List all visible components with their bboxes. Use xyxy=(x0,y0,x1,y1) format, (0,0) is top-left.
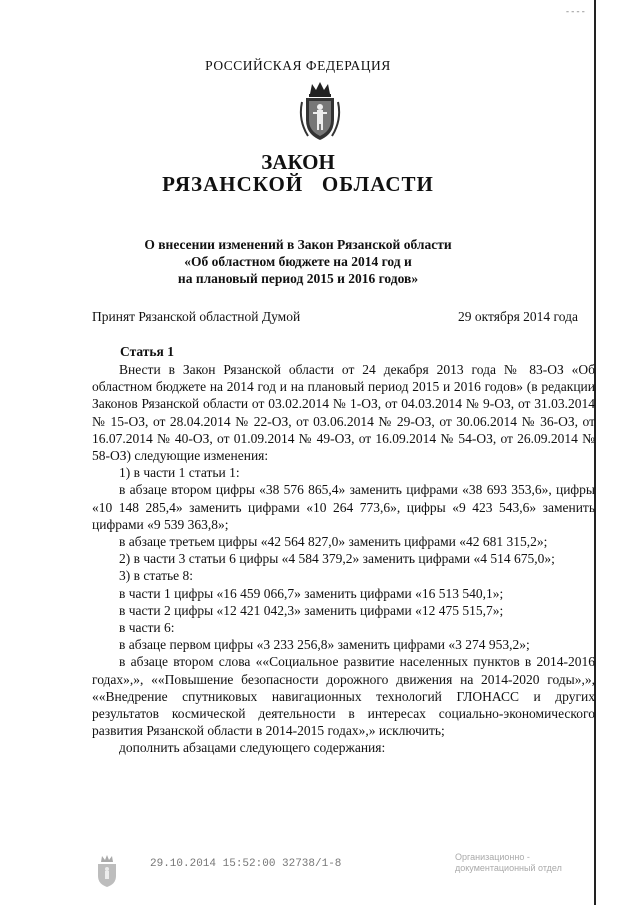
article-heading: Статья 1 xyxy=(120,344,174,359)
article-paragraph: в абзаце втором слова ««Социальное развитие населенных пунктов в 2014-2016 годах»,», ««Повышение безопасности дорожного движения на 2014-2020 годы»,», ««Внедрение спутниковых навигационных технологий ГЛОНАСС и других результатов космической деятельности в интересах социально-экономического развития Рязанской области в 2014-2015 годах»,» исключить; xyxy=(92,654,595,739)
article-paragraph: 2) в части 3 статьи 6 цифры «4 584 379,2» заменить цифрами «4 514 675,0»; xyxy=(119,551,555,567)
article-paragraph: дополнить абзацами следующего содержания: xyxy=(119,740,386,756)
coat-of-arms-stamp-icon xyxy=(93,854,121,888)
law-subtitle-line-2: «Об областном бюджете на 2014 год и xyxy=(184,254,412,269)
ryazan-coat-of-arms-icon xyxy=(296,80,344,142)
registration-footer xyxy=(0,850,640,900)
adoption-date: 29 октября 2014 года xyxy=(458,309,578,324)
article-paragraph: 1) в части 1 статьи 1: xyxy=(119,465,240,481)
article-paragraph: 3) в статье 8: xyxy=(119,568,193,584)
article-paragraph: в абзаце первом цифры «3 233 256,8» заменить цифрами «3 274 953,2»; xyxy=(119,637,530,653)
law-subtitle-line-1: О внесении изменений в Закон Рязанской области xyxy=(144,237,452,252)
corner-mark: - - - - xyxy=(566,6,585,16)
adoption-line xyxy=(92,309,578,327)
adopted-by: Принят Рязанской областной Думой xyxy=(92,309,301,324)
article-paragraph: в части 1 цифры «16 459 066,7» заменить цифрами «16 513 540,1»; xyxy=(119,585,504,601)
article-paragraph: в абзаце втором цифры «38 576 865,4» заменить цифрами «38 693 353,6», цифры «10 148 285,4» заменить цифрами «10 264 773,6», цифры «9 423 543,6» заменить цифрами «9 539 363,8»; xyxy=(92,482,595,532)
federation-header: РОССИЙСКАЯ ФЕДЕРАЦИЯ xyxy=(205,58,391,73)
law-region-title: РЯЗАНСКОЙ ОБЛАСТИ xyxy=(162,172,434,196)
registration-number: 32738/1-8 xyxy=(282,858,342,870)
registering-department xyxy=(455,852,562,874)
article-paragraph: в части 2 цифры «12 421 042,3» заменить цифрами «12 475 515,7»; xyxy=(119,602,504,618)
article-paragraph: в части 6: xyxy=(119,620,175,636)
department-line-2: документационный отдел xyxy=(455,863,562,873)
registration-timestamp: 29.10.2014 15:52:00 xyxy=(150,858,276,870)
department-line-1: Организационно - xyxy=(455,852,530,862)
article-paragraph: в абзаце третьем цифры «42 564 827,0» заменить цифрами «42 681 315,2»; xyxy=(119,534,548,550)
article-paragraph: Внести в Закон Рязанской области от 24 декабря 2013 года № 83-ОЗ «Об областном бюджете на 2014 год и на плановый период 2015 и 2016 годов» (в редакции Законов Рязанской области от 03.02.2014 № 1-ОЗ, от 04.03.2014 № 9-ОЗ, от 31.03.2014 № 15-ОЗ, от 28.04.2014 № 22-ОЗ, от 03.06.2014 № 29-ОЗ, от 30.06.2014 № 36-ОЗ, от 16.07.2014 № 40-ОЗ, от 01.09.2014 № 49-ОЗ, от 16.09.2014 № 54-ОЗ, от 26.09.2014 № 58-ОЗ) следующие изменения: xyxy=(92,362,595,464)
article-body xyxy=(92,361,595,757)
law-subtitle-line-3: на плановый период 2015 и 2016 годов» xyxy=(177,271,419,286)
law-title: ЗАКОН xyxy=(261,150,335,174)
